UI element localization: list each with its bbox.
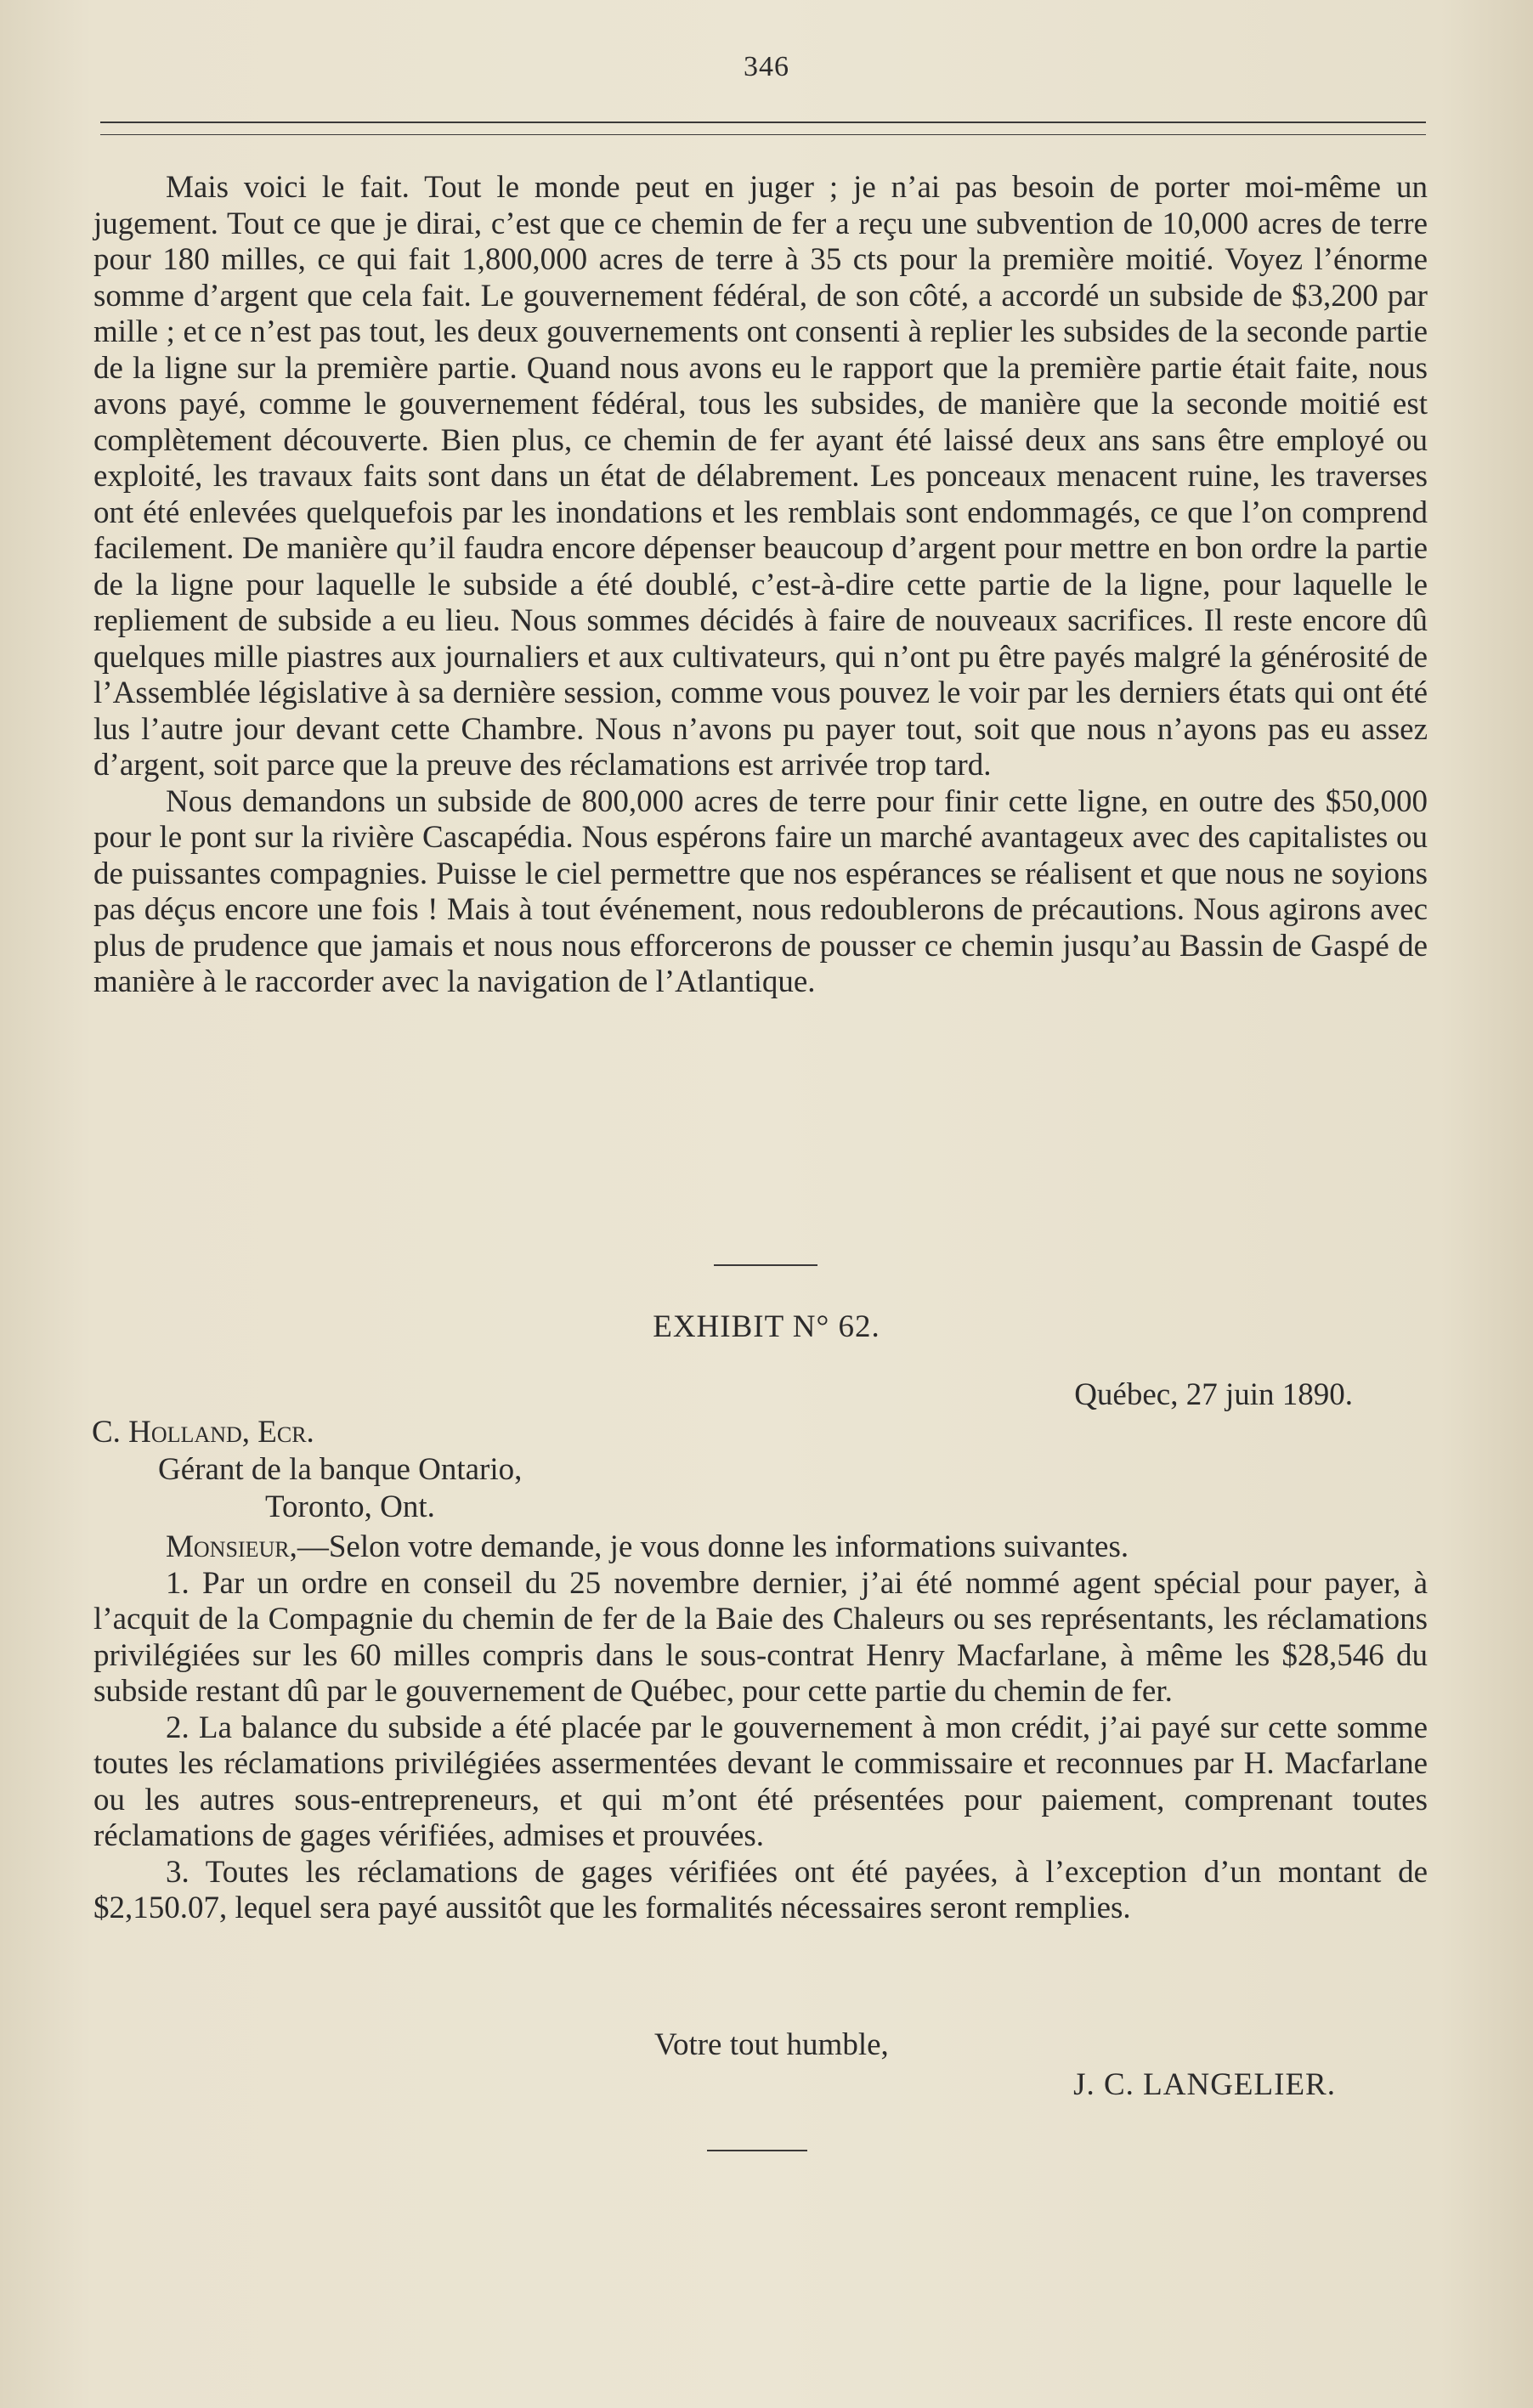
addressee-name: C. Holland, Ecr. xyxy=(92,1415,314,1450)
page-number: 346 xyxy=(744,51,789,82)
addressee-city: Toronto, Ont. xyxy=(265,1489,435,1524)
paragraph: Mais voici le fait. Tout le monde peut en juger ; je n’ai pas besoin de porter moi-même un jugement. Tout ce que je dirai, c’est que ce chemin de fer a reçu une subvention de 10,000 acres de terre pour 180 milles, ce qui fait 1,800,000 acres de terre à 35 cts pour la première moitié. Voyez l’énorme somme d’argent que cela fait. Le gouvernement fédéral, de son côté, a accordé un subside de $3,200 par mille ; et ce n’est pas tout, les deux gouvernements ont consenti à replier les subsides de la seconde partie de la ligne sur la première partie. Quand nous avons eu le rapport que la première partie était faite, nous avons payé, comme le gouvernement fédéral, tous les subsides, de manière que la seconde moitié est complètement découverte. Bien plus, ce chemin de fer ayant été laissé deux ans sans être employé ou exploité, les travaux faits sont dans un état de délabrement. Les ponceaux menacent ruine, les traverses ont été enlevées quelquefois par les inondations et les remblais sont endommagés, ce que l’on comprend facilement. De manière qu’il faudra encore dépenser beaucoup d’argent pour mettre en bon ordre la partie de la ligne pour laquelle le subside a été doublé, c’est-à-dire cette partie de la ligne, pour laquelle le repliement de subside a eu lieu. Nous sommes décidés à faire de nouveaux sacrifices. Il reste encore dû quelques mille piastres aux journaliers et aux cultivateurs, qui n’ont pu être payés malgré la générosité de l’Assemblée législative à sa dernière session, comme vous pouvez le voir par les derniers états qui ont été lus l’autre jour devant cette Chambre. Nous n’avons pu payer tout, soit que nous n’ayons pas eu assez d’argent, soit parce que la preuve des réclamations est arrivée trop tard. xyxy=(93,170,1428,783)
letter-body xyxy=(93,1529,1428,1927)
header-rule xyxy=(100,122,1426,123)
header-rule-thin xyxy=(100,134,1426,135)
letter-item: 3. Toutes les réclamations de gages vérifiées ont été payées, à l’exception d’un montant de $2,150.07, lequel sera payé aussitôt que les formalités nécessaires seront remplies. xyxy=(93,1854,1428,1925)
section-divider xyxy=(707,2150,807,2151)
section-divider xyxy=(714,1264,817,1266)
paragraph: Nous demandons un subside de 800,000 acres de terre pour finir cette ligne, en outre des $50,000 pour le pont sur la rivière Cascapédia. Nous espérons faire un marché avantageux avec des capitalistes ou de puissantes compagnies. Puisse le ciel permettre que nos espérances se réalisent et que nous ne soyions pas déçus encore une fois ! Mais à tout événement, nous redoublerons de précautions. Nous agirons avec plus de prudence que jamais et nous nous efforcerons de pousser ce chemin jusqu’au Bassin de Gaspé de manière à le raccorder avec la navigation de l’Atlantique. xyxy=(93,783,1428,999)
letter-date: Québec, 27 juin 1890. xyxy=(1074,1377,1353,1412)
addressee-title: Gérant de la banque Ontario, xyxy=(158,1452,523,1487)
letter-closing: Votre tout humble, xyxy=(654,2027,889,2062)
salutation-line xyxy=(93,1529,1428,1566)
salutation-text: —Selon votre demande, je vous donne les informations suivantes. xyxy=(297,1529,1129,1564)
letter-item: 2. La balance du subside a été placée par le gouvernement à mon crédit, j’ai payé sur cette somme toutes les réclamations privilégiées assermentées devant le commissaire et reconnues par H. Macfarlane ou les autres sous-entrepreneurs, et qui m’ont été présentées pour paiement, comprenant toutes réclamations de gages vérifiées, admises et prouvées. xyxy=(93,1710,1428,1853)
exhibit-title: EXHIBIT N° 62. xyxy=(653,1309,880,1344)
letter-item: 1. Par un ordre en conseil du 25 novembre dernier, j’ai été nommé agent spécial pour payer, à l’acquit de la Compagnie du chemin de fer de la Baie des Chaleurs ou ses représentants, les réclamations privilégiées sur les 60 milles compris dans le sous-contrat Henry Macfarlane, à même les $28,546 du subside restant dû par le gouvernement de Québec, pour cette partie du chemin de fer. xyxy=(93,1565,1428,1709)
body-text xyxy=(93,170,1428,1001)
signature: J. C. LANGELIER. xyxy=(1073,2067,1336,2102)
salutation: Monsieur, xyxy=(166,1529,297,1564)
